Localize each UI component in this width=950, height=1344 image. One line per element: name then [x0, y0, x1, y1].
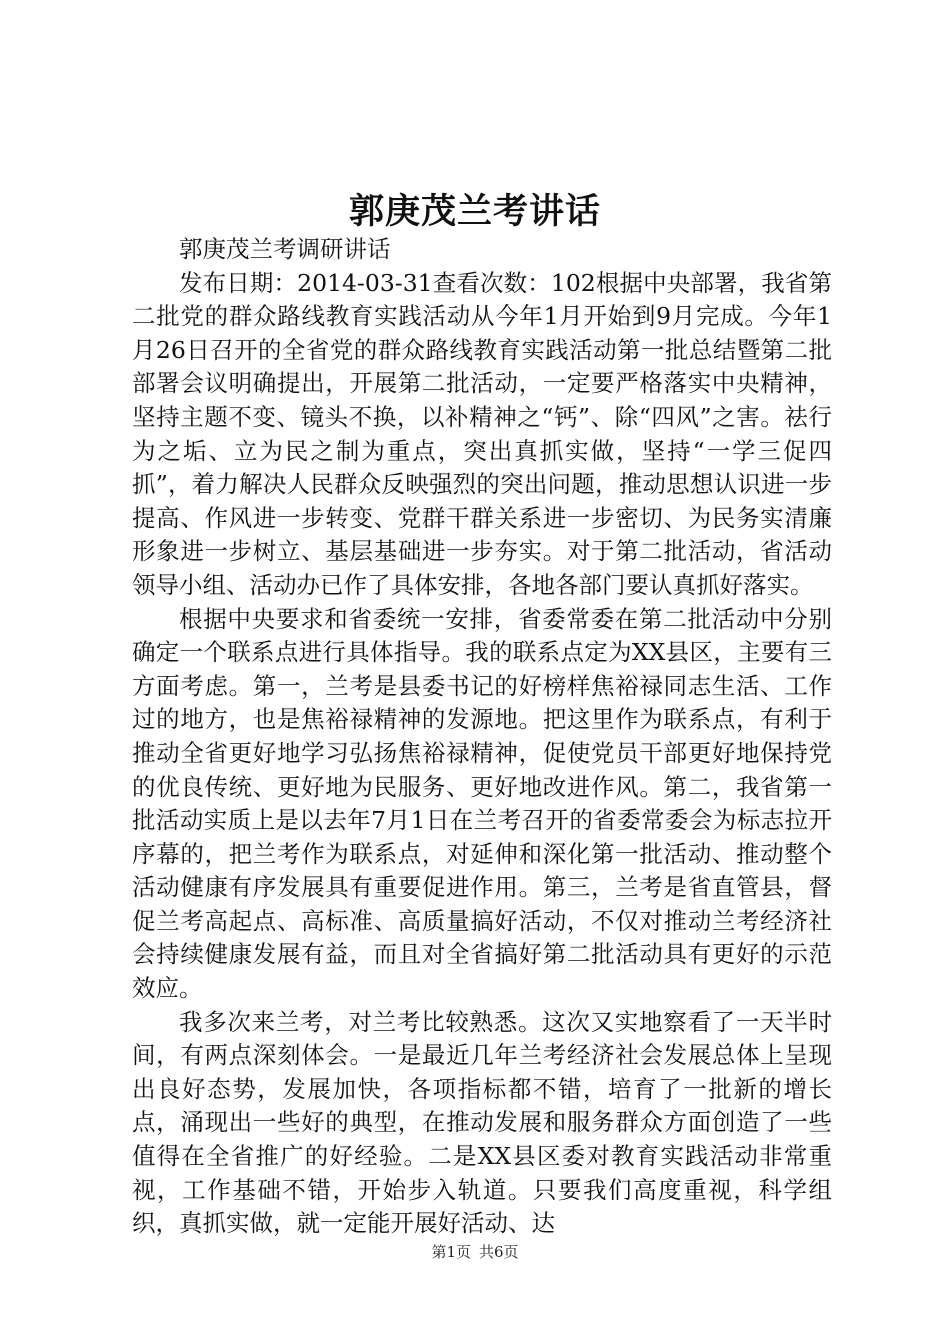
paragraph: 发布日期：2014-03-31查看次数：102根据中央部署，我省第二批党的群众路线教育实践活动从今年1月开始到9月完成。今年1月26日召开的全省党的群众路线教育实践活动第一批总结暨第二批部署会议明确提出，开展第二批活动，一定要严格落实中央精神，坚持主题不变、镜头不换，以补精神之“钙”、除“四风”之害。祛行为之垢、立为民之制为重点，突出真抓实做，坚持“一学三促四抓”，着力解决人民群众反映强烈的突出问题，推动思想认识进一步提高、作风进一步转变、党群干群关系进一步密切、为民务实清廉形象进一步树立、基层基础进一步夯实。对于第二批活动，省活动领导小组、活动办已作了具体安排，各地各部门要认真抓好落实。: [132, 268, 832, 599]
document-body: [132, 233, 832, 1241]
paragraph: 根据中央要求和省委统一安排，省委常委在第二批活动中分别确定一个联系点进行具体指导。我的联系点定为XX县区，主要有三方面考虑。第一，兰考是县委书记的好榜样焦裕禄同志生活、工作过的地方，也是焦裕禄精神的发源地。把这里作为联系点，有利于推动全省更好地学习弘扬焦裕禄精神，促使党员干部更好地保持党的优良传统、更好地为民服务、更好地改进作风。第二，我省第一批活动实质上是以去年7月1日在兰考召开的省委常委会为标志拉开序幕的，把兰考作为联系点，对延伸和深化第一批活动、推动整个活动健康有序发展具有重要促进作用。第三，兰考是省直管县，督促兰考高起点、高标准、高质量搞好活动，不仅对推动兰考经济社会持续健康发展有益，而且对全省搞好第二批活动具有更好的示范效应。: [132, 604, 832, 1003]
page-footer: [0, 1241, 950, 1262]
paragraph-subtitle: 郭庚茂兰考调研讲话: [179, 235, 391, 263]
page-total: 共6页: [479, 1243, 519, 1261]
page-number: 第1页: [431, 1243, 471, 1261]
document-title: 郭庚茂兰考讲话: [348, 191, 601, 232]
paragraph: 我多次来兰考，对兰考比较熟悉。这次又实地察看了一天半时间，有两点深刻体会。一是最近几年兰考经济社会发展总体上呈现出良好态势，发展加快，各项指标都不错，培育了一批新的增长点，涌现出一些好的典型，在推动发展和服务群众方面创造了一些值得在全省推广的好经验。二是XX县区委对教育实践活动非常重视，工作基础不错，开始步入轨道。只要我们高度重视，科学组织，真抓实做，就一定能开展好活动、达: [132, 1007, 832, 1238]
